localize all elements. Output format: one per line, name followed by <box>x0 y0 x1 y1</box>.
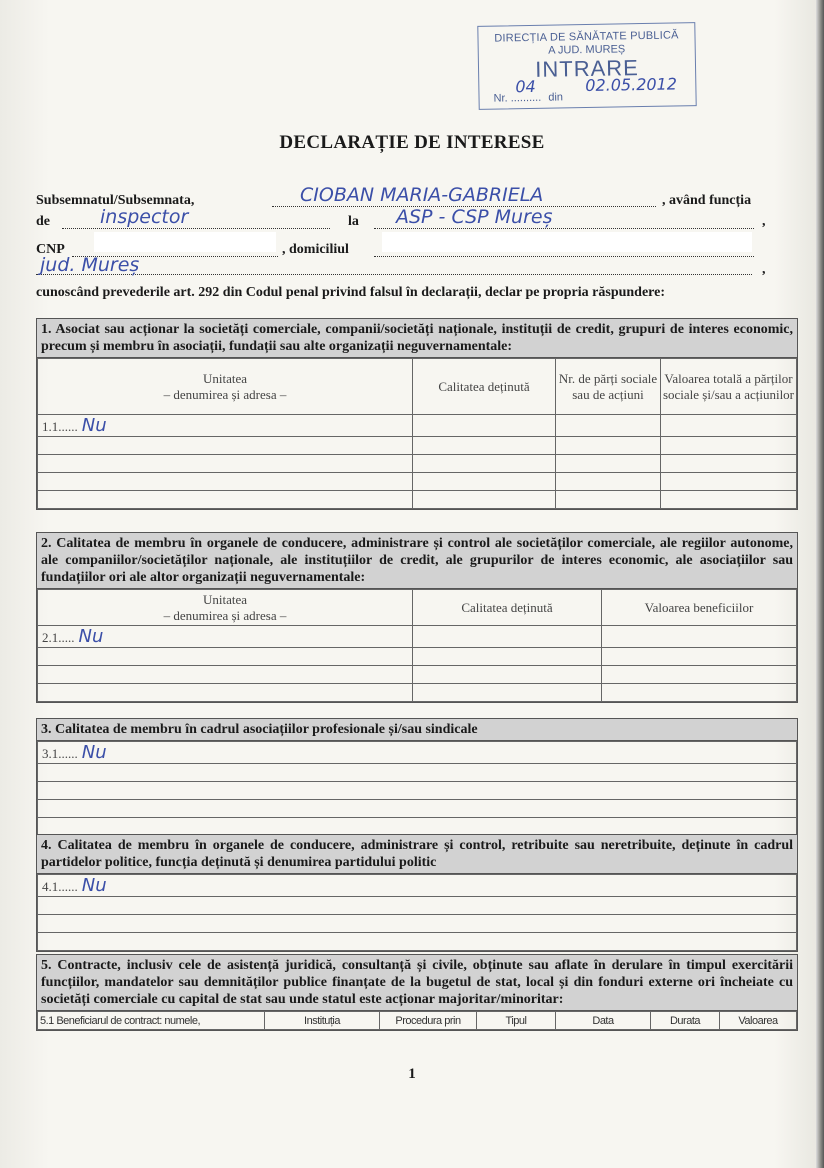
table-cell <box>38 764 797 782</box>
stamp-date-value: 02.05.2012 <box>585 74 678 96</box>
table-row <box>38 764 797 782</box>
table-cell <box>38 473 413 491</box>
registration-stamp <box>477 22 696 110</box>
table-cell <box>38 915 797 933</box>
s1-col-calitatea: Calitatea deținută <box>413 359 556 415</box>
s3-row1-cell <box>38 742 797 764</box>
s1-col-nr-parti: Nr. de părți sociale sau de acțiuni <box>556 359 661 415</box>
table-row <box>38 648 797 666</box>
stamp-line2: A JUD. MUREȘ <box>548 43 626 57</box>
functia-line <box>62 228 330 229</box>
s5-col-tipul: Tipul <box>477 1012 556 1030</box>
s3-row1-prefix: 3.1...... <box>42 746 78 761</box>
subsemnatul-label: Subsemnatul/Subsemnata, <box>36 193 195 208</box>
section-4-table <box>37 874 797 951</box>
name-value: CIOBAN MARIA-GABRIELA <box>300 184 544 206</box>
comma-1: , <box>762 214 766 229</box>
table-cell <box>413 666 602 684</box>
s4-row1-prefix: 4.1...... <box>42 879 78 894</box>
s1-row1-cell <box>38 415 413 437</box>
stamp-nr-value: 04 <box>515 76 536 97</box>
table-cell <box>38 666 413 684</box>
table-cell <box>413 648 602 666</box>
table-cell <box>413 437 556 455</box>
stamp-nr-label: Nr. <box>493 92 508 105</box>
section-2-table <box>37 589 797 702</box>
la-value: ASP - CSP Mureș <box>396 206 553 228</box>
table-cell <box>38 933 797 951</box>
table-cell <box>556 491 661 509</box>
s5-col-valoarea: Valoarea <box>720 1012 797 1030</box>
table-cell <box>661 415 797 437</box>
s1-row1-value: Nu <box>81 415 107 436</box>
table-cell <box>413 626 602 648</box>
section-1 <box>36 318 798 510</box>
table-cell <box>556 455 661 473</box>
page-number: 1 <box>408 1066 416 1082</box>
document-title: DECLARAȚIE DE INTERESE <box>279 132 545 153</box>
table-cell <box>38 684 413 702</box>
s4-row1-cell <box>38 875 797 897</box>
avand-label: , având funcția <box>662 193 752 208</box>
table-cell <box>38 455 413 473</box>
table-row <box>38 800 797 818</box>
stamp-line3: INTRARE <box>535 55 640 82</box>
s3-row1-value: Nu <box>81 742 107 763</box>
section-4 <box>36 834 798 952</box>
s1-col-unitatea-a: Unitatea <box>202 370 248 386</box>
table-row <box>38 684 797 702</box>
section-1-heading: 1. Asociat sau acționar la societăți comerciale, companii/societăți naționale, instituții de credit, grupuri de interes economic, precum și membru în asociații, fundații sau alte organizații neguvernamentale: <box>37 319 797 358</box>
la-line <box>374 228 754 229</box>
s2-row1-prefix: 2.1..... <box>42 630 75 645</box>
section-2-heading: 2. Calitatea de membru în organele de conducere, administrare și control ale societăților comerciale, ale regiilor autonome, ale companiilor/societăților naționale, ale instituțiilor de credit, ale grupurilor de interes economic, ale asociațiilor sau fundațiilor ori ale altor organizații neguvernamentale: <box>37 533 797 589</box>
table-cell <box>413 684 602 702</box>
table-cell <box>38 818 797 836</box>
table-row <box>38 473 797 491</box>
s1-row1-prefix: 1.1...... <box>42 419 78 434</box>
section-5-heading: 5. Contracte, inclusiv cele de asistență juridică, consultanță și civile, obținute sau aflate în derulare în timpul exercitării funcțiilor, mandatelor sau demnităților publice finanțate de la bugetul de stat, local și din fonduri externe ori încheiate cu societăți comerciale cu capital de stat sau unde statul este acționar majoritar/minoritar: <box>37 955 797 1011</box>
s2-row1-cell <box>38 626 413 648</box>
table-cell <box>602 684 797 702</box>
s5-col-institutia: Instituția <box>265 1012 380 1030</box>
s1-col-unitatea-b: – denumirea și adresa – <box>163 386 287 402</box>
s2-col-valoarea: Valoarea beneficiilor <box>602 590 797 626</box>
table-row <box>38 437 797 455</box>
table-cell <box>602 648 797 666</box>
domiciliu-line <box>374 256 754 257</box>
table-row <box>38 933 797 951</box>
section-1-table <box>37 358 797 509</box>
domiciliu-redaction <box>382 232 752 252</box>
s5-col-beneficiar: 5.1 Beneficiarul de contract: numele, <box>38 1012 265 1030</box>
table-cell <box>38 437 413 455</box>
stamp-nr-dots: .......... <box>510 91 542 105</box>
table-cell <box>413 491 556 509</box>
scan-edge <box>816 0 824 1168</box>
s2-col-unitatea <box>38 590 413 626</box>
table-cell <box>38 648 413 666</box>
section-4-heading: 4. Calitatea de membru în organele de conducere, administrare și control, retribuite sau neretribuite, deținute în cadrul partidelor politice, funcția deținută și denumirea partidului politic <box>37 835 797 874</box>
table-cell <box>413 415 556 437</box>
table-cell <box>38 897 797 915</box>
table-cell <box>556 437 661 455</box>
stamp-line1: DIRECȚIA DE SĂNĂTATE PUBLICĂ <box>494 29 679 45</box>
section-2 <box>36 532 798 703</box>
table-cell <box>38 800 797 818</box>
table-cell <box>413 455 556 473</box>
cnp-redaction <box>94 232 276 252</box>
table-cell <box>602 666 797 684</box>
section-5-table <box>37 1011 797 1030</box>
table-cell <box>661 437 797 455</box>
table-row <box>38 875 797 897</box>
table-cell <box>556 473 661 491</box>
table-cell <box>602 626 797 648</box>
table-cell <box>661 473 797 491</box>
table-row <box>38 666 797 684</box>
s4-row1-value: Nu <box>81 875 107 896</box>
s5-col-durata: Durata <box>651 1012 720 1030</box>
functia-value: inspector <box>100 206 189 228</box>
s2-col-unitatea-a: Unitatea <box>202 591 248 607</box>
s2-col-unitatea-b: – denumirea și adresa – <box>163 607 287 623</box>
table-row <box>38 626 797 648</box>
table-row <box>38 782 797 800</box>
cunoscand-text: cunoscând prevederile art. 292 din Codul penal privind falsul în declarații, declar pe propria răspundere: <box>36 285 666 300</box>
s5-col-data: Data <box>556 1012 651 1030</box>
s1-col-valoarea: Valoarea totală a părților sociale și/sau a acțiunilor <box>661 359 797 415</box>
section-5 <box>36 954 798 1031</box>
table-cell <box>413 473 556 491</box>
table-row <box>38 742 797 764</box>
table-cell <box>38 491 413 509</box>
section-3 <box>36 718 798 837</box>
table-row <box>38 415 797 437</box>
table-row <box>38 897 797 915</box>
cnp-label: CNP <box>36 242 65 257</box>
s2-col-calitatea: Calitatea deținută <box>413 590 602 626</box>
domiciliu-line-2 <box>36 274 752 275</box>
domiciliul-label: , domiciliul <box>282 242 349 257</box>
table-row <box>38 818 797 836</box>
section-3-heading: 3. Calitatea de membru în cadrul asociațiilor profesionale și/sau sindicale <box>37 719 797 741</box>
s5-col-procedura: Procedura prin <box>380 1012 477 1030</box>
s1-col-unitatea <box>38 359 413 415</box>
table-row <box>38 915 797 933</box>
table-row <box>38 455 797 473</box>
table-cell <box>661 455 797 473</box>
table-row <box>38 491 797 509</box>
table-cell <box>556 415 661 437</box>
domiciliu-value: jud. Mureș <box>40 254 140 276</box>
la-label: la <box>348 214 359 229</box>
table-cell <box>38 782 797 800</box>
s2-row1-value: Nu <box>78 626 104 647</box>
table-cell <box>661 491 797 509</box>
stamp-din-label: din <box>548 91 564 104</box>
comma-2: , <box>762 262 766 277</box>
section-3-table <box>37 741 797 836</box>
de-label: de <box>36 214 50 229</box>
